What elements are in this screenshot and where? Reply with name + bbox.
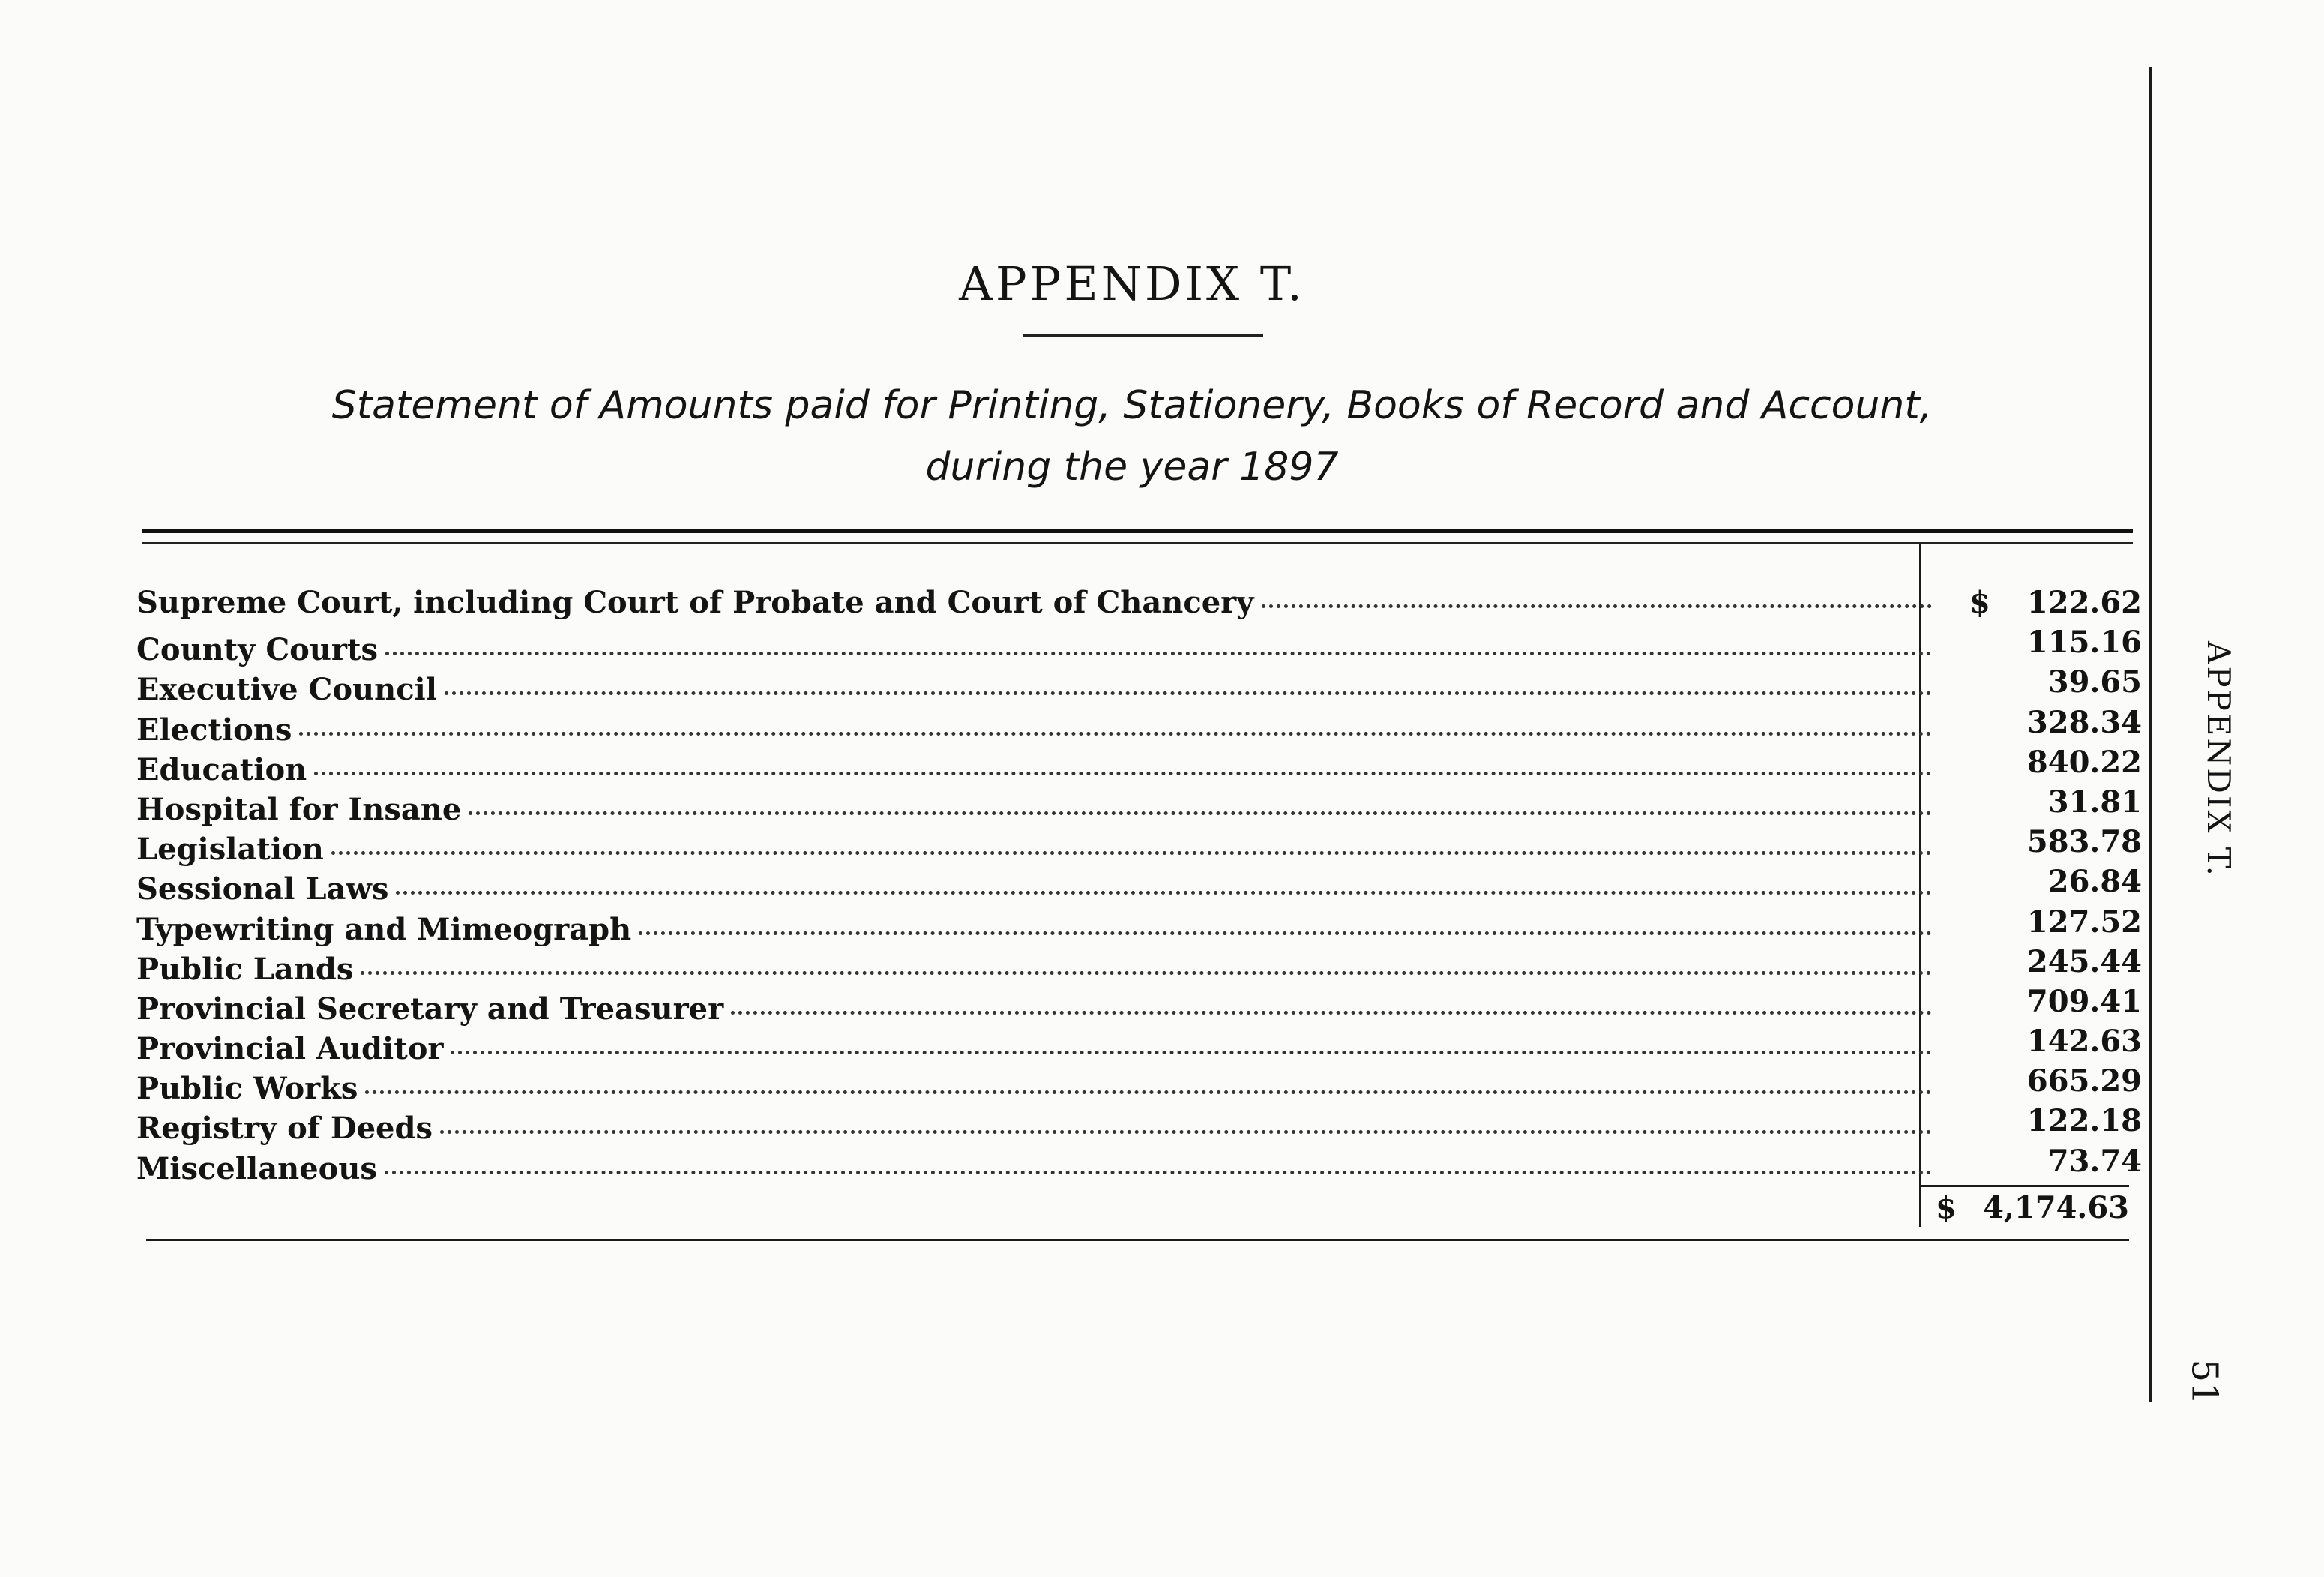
currency-symbol: $	[1969, 585, 1990, 620]
item-amount: 665.29	[2026, 1063, 2142, 1099]
dot-leader	[396, 891, 1932, 895]
list-item	[136, 824, 2142, 868]
item-label: County Courts	[136, 632, 378, 668]
item-label: Hospital for Insane	[136, 791, 462, 827]
amount-cell	[1939, 1103, 2142, 1138]
dot-leader	[451, 1051, 1932, 1054]
dot-leader	[445, 691, 1932, 695]
running-head: APPENDIX T.	[2200, 641, 2237, 878]
list-item	[136, 1103, 2142, 1147]
item-label: Provincial Auditor	[136, 1031, 444, 1067]
list-item	[136, 625, 2142, 668]
item-label: Elections	[136, 712, 292, 748]
item-amount: 142.63	[2026, 1024, 2142, 1060]
table-bottom-rule	[146, 1239, 2129, 1241]
item-amount: 26.84	[2047, 864, 2142, 900]
item-amount: 127.52	[2026, 904, 2142, 940]
amount-cell	[1939, 664, 2142, 700]
item-label: Legislation	[136, 832, 324, 868]
subtitle-line-2: during the year 1897	[925, 445, 1339, 490]
item-label: Provincial Secretary and Treasurer	[136, 991, 724, 1027]
item-label: Typewriting and Mimeograph	[136, 911, 632, 947]
list-item	[136, 983, 2142, 1027]
dot-leader	[639, 931, 1932, 935]
list-item	[136, 1143, 2142, 1186]
list-item	[136, 943, 2142, 987]
title-underline	[1023, 334, 1263, 337]
amount-cell	[1939, 1144, 2142, 1179]
list-item	[136, 904, 2142, 947]
item-amount: 840.22	[2026, 744, 2142, 780]
dot-leader	[731, 1011, 1932, 1015]
amount-cell	[1939, 1024, 2142, 1059]
amount-cell	[1939, 585, 2142, 620]
dot-leader	[1262, 604, 1933, 608]
item-amount: 31.81	[2047, 784, 2142, 820]
item-amount: 583.78	[2026, 824, 2142, 860]
dot-leader	[361, 971, 1932, 975]
amount-cell	[1939, 824, 2142, 859]
dot-leader	[299, 732, 1932, 736]
grand-total	[1936, 1185, 2129, 1230]
item-amount: 709.41	[2026, 983, 2142, 1019]
list-item	[136, 1024, 2142, 1067]
list-item	[136, 1063, 2142, 1107]
item-amount: 328.34	[2026, 704, 2142, 740]
amount-cell	[1939, 1063, 2142, 1099]
total-amount: 4,174.63	[1983, 1189, 2129, 1225]
amount-cell	[1939, 944, 2142, 979]
dot-leader	[469, 811, 1932, 815]
item-label: Registry of Deeds	[136, 1111, 433, 1147]
table-top-rule-thin	[142, 542, 2133, 544]
item-amount: 122.18	[2026, 1103, 2142, 1139]
item-amount: 122.62	[2026, 585, 2142, 620]
amount-cell	[1939, 705, 2142, 740]
page-title: APPENDIX T.	[959, 256, 1305, 311]
dot-leader	[440, 1130, 1932, 1134]
list-item	[136, 784, 2142, 827]
item-amount: 73.74	[2047, 1143, 2142, 1179]
item-label: Public Lands	[136, 951, 354, 987]
statement-subtitle	[0, 375, 2264, 498]
list-item	[136, 704, 2142, 748]
item-label: Miscellaneous	[136, 1150, 377, 1186]
statement-items	[136, 585, 2142, 1186]
list-item	[136, 585, 2142, 625]
item-amount: 115.16	[2026, 625, 2142, 661]
amount-cell	[1939, 984, 2142, 1019]
amount-cell	[1939, 745, 2142, 780]
dot-leader	[385, 1171, 1932, 1174]
total-currency-symbol: $	[1936, 1189, 1957, 1225]
amount-cell	[1939, 904, 2142, 940]
item-label: Public Works	[136, 1071, 358, 1107]
dot-leader	[331, 851, 1932, 855]
amount-cell	[1939, 625, 2142, 660]
item-label: Executive Council	[136, 672, 437, 708]
list-item	[136, 664, 2142, 708]
list-item	[136, 864, 2142, 907]
item-label: Sessional Laws	[136, 871, 389, 907]
page-number: 51	[2183, 1359, 2226, 1405]
dot-leader	[314, 772, 1932, 775]
list-item	[136, 744, 2142, 787]
dot-leader	[385, 652, 1932, 655]
item-label: Education	[136, 751, 307, 787]
item-amount: 39.65	[2047, 664, 2142, 700]
table-top-rule	[142, 529, 2133, 533]
item-amount: 245.44	[2026, 943, 2142, 979]
subtitle-line-1: Statement of Amounts paid for Printing, Stationery, Books of Record and Account,	[331, 383, 1933, 428]
amount-cell	[1939, 864, 2142, 899]
item-label: Supreme Court, including Court of Probate and Court of Chancery	[136, 585, 1254, 620]
amount-cell	[1939, 784, 2142, 820]
dot-leader	[365, 1090, 1932, 1094]
